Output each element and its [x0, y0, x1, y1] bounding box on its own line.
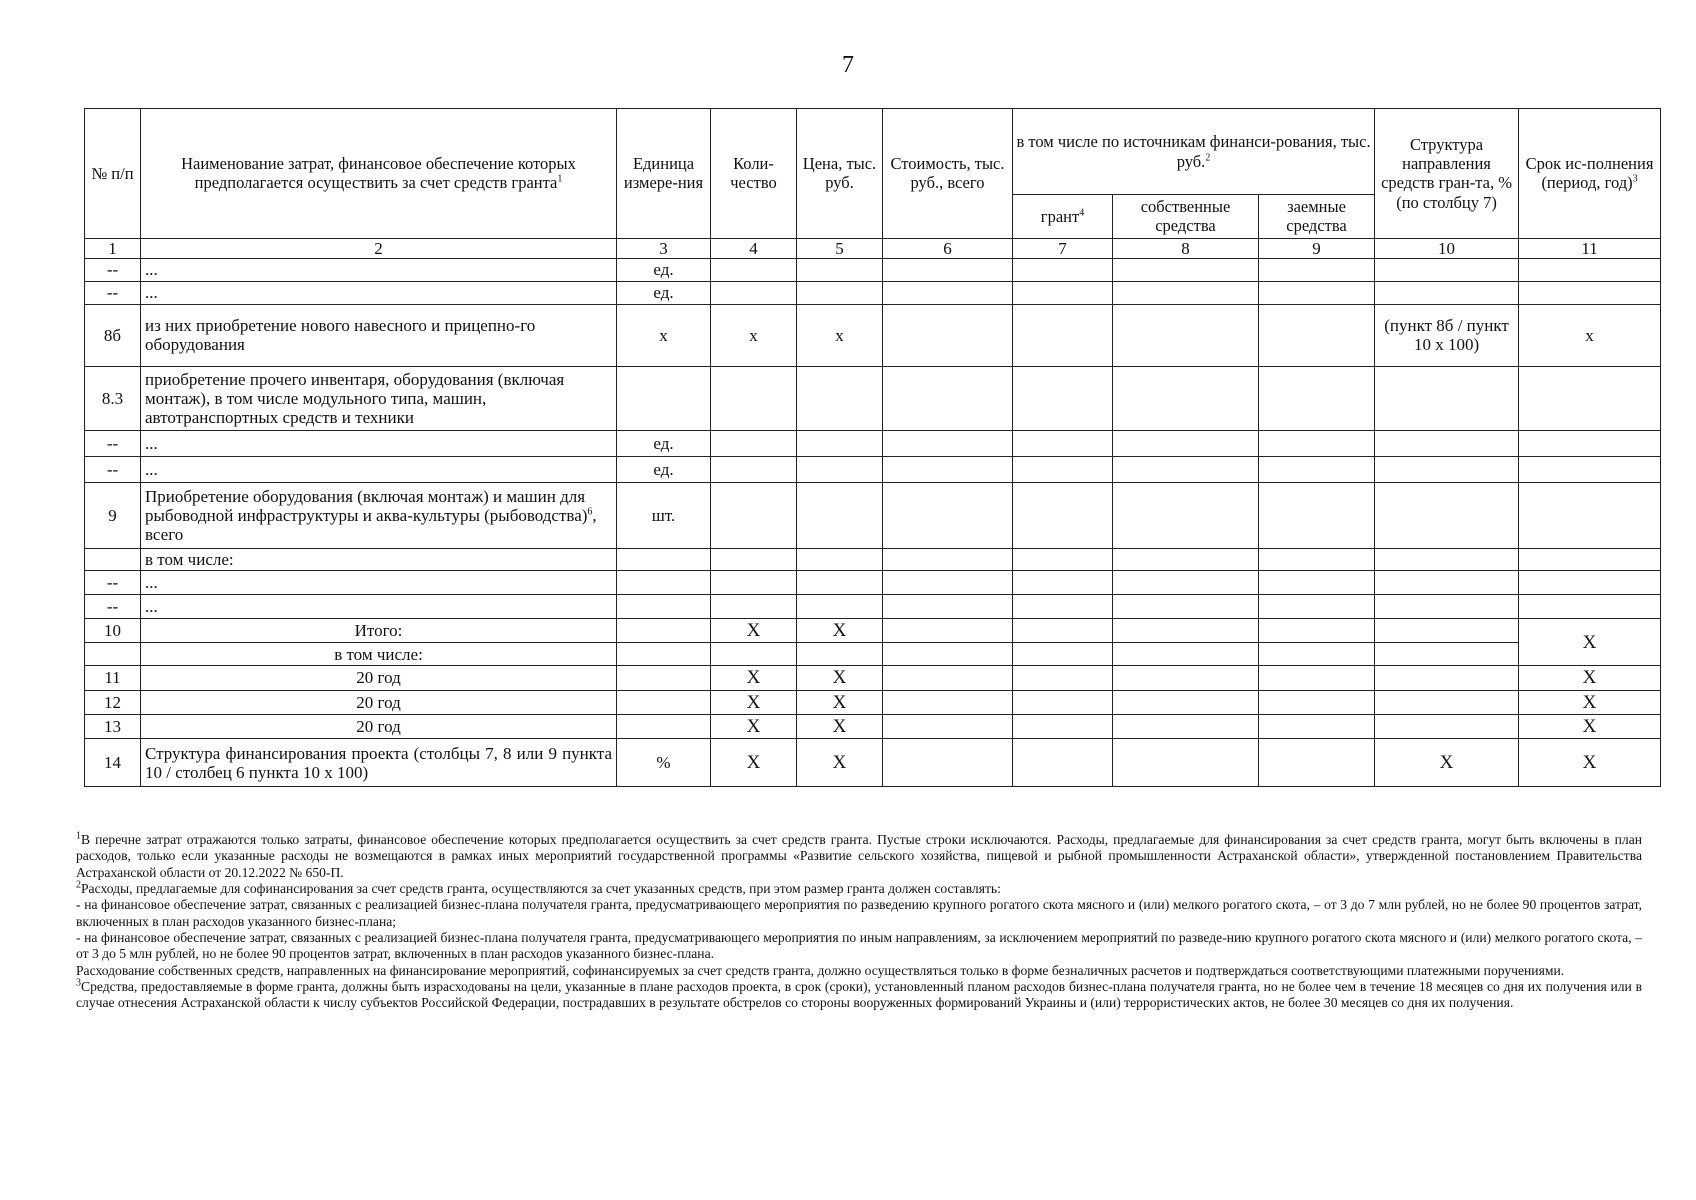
- row-qty: х: [711, 304, 797, 366]
- table-row: [85, 690, 1661, 714]
- row-no: --: [85, 456, 141, 482]
- col-number: 5: [797, 238, 883, 258]
- page-number: 7: [842, 52, 854, 78]
- header-borrowed-funds: заемные средства: [1259, 195, 1375, 239]
- footnote-1: $^1$В перечне затрат отражаются только затраты, финансовое обеспечение которых предполагается осуществить за счет средств гранта. Пустые строки исключаются. Расходы, предлагаемые для финансирования за счет средств гранта, могут быть включены в план расходов, только если указанные расходы не возмещаются в рамках иных мероприятий государственной программы «Развитие сельского хозяйства, пищевой и рыбной промышленности Астраханской области», утвержденной постановлением Правительства Астраханской области от 20.12.2022 № 650-П.: [76, 830, 1642, 880]
- footnote-2-note: Расходование собственных средств, направленных на финансирование мероприятий, софинансируемых за счет средств гранта, должно осуществляться только в форме безналичных расчетов и подтверждаться соответствующими платежными поручениями.: [76, 962, 1565, 978]
- row-unit: ед.: [617, 456, 711, 482]
- row-unit: %: [617, 739, 711, 787]
- footnote-2: $^2$Расходы, предлагаемые для софинансирования за счет средств гранта, осуществляются за счет указанных средств, при этом размер гранта должен составлять:: [76, 879, 1001, 896]
- header-term: Срок ис-полнения (период, год)$^3$: [1519, 109, 1661, 239]
- col-number: 10: [1375, 238, 1519, 258]
- header-grant: грант$^4$: [1013, 195, 1113, 239]
- row-name: ...: [141, 571, 617, 595]
- table-row: [85, 571, 1661, 595]
- col-number: 6: [883, 238, 1013, 258]
- row-name: 20 год: [141, 690, 617, 714]
- col-number: 2: [141, 238, 617, 258]
- table-row: [85, 366, 1661, 430]
- col-number: 1: [85, 238, 141, 258]
- col-number: 9: [1259, 238, 1375, 258]
- row-term: Х: [1519, 666, 1661, 690]
- row-qty: Х: [711, 619, 797, 643]
- col-number: 7: [1013, 238, 1113, 258]
- row-term: Х: [1519, 619, 1661, 666]
- header-price: Цена, тыс. руб.: [797, 109, 883, 239]
- row-name: ...: [141, 281, 617, 304]
- row-price: х: [797, 304, 883, 366]
- table-row: [85, 595, 1661, 619]
- grant-expense-table: [84, 108, 1661, 787]
- row-no: 9: [85, 482, 141, 548]
- footnote-2-item-a: - на финансовое обеспечение затрат, связанных с реализацией бизнес-плана получателя гранта, предусматривающего мероприятия по разведению крупного рогатого скота мясного и (или) мелкого рогатого скота, – от 3 до 7 млн рублей, но не более 90 процентов затрат, включенных в план расходов указанного бизнес-плана;: [76, 897, 1642, 929]
- row-name: приобретение прочего инвентаря, оборудования (включая монтаж), в том числе модульного типа, машин, автотранспортных средств и техники: [141, 366, 617, 430]
- footnote-3: $^3$Средства, предоставляемые в форме гранта, должны быть израсходованы на цели, указанные в плане расходов проекта, в срок (сроки), установленный планом расходов бизнес-плана получателя гранта, но не более чем в течение 18 месяцев со дня их получения или в случае отнесения Астраханской области к числу субъектов Российской Федерации, пострадавших в результате обстрелов со стороны вооруженных формирований Украины и (или) террористических актов, не более 30 месяцев со дня их получения.: [76, 977, 1642, 1011]
- row-name: в том числе:: [141, 548, 617, 570]
- column-number-row: [85, 238, 1661, 258]
- row-unit: х: [617, 304, 711, 366]
- header-structure: Структура направления средств гран-та, % (по столбцу 7): [1375, 109, 1519, 239]
- table-row: [85, 304, 1661, 366]
- row-no: --: [85, 258, 141, 281]
- row-qty: Х: [711, 690, 797, 714]
- header-no: № п/п: [85, 109, 141, 239]
- row-name: 20 год: [141, 666, 617, 690]
- row-name: Итого:: [141, 619, 617, 643]
- row-term: Х: [1519, 690, 1661, 714]
- row-unit: ед.: [617, 430, 711, 456]
- row-no: --: [85, 571, 141, 595]
- row-no: 11: [85, 666, 141, 690]
- row-name: ...: [141, 430, 617, 456]
- header-own-funds: собственные средства: [1113, 195, 1259, 239]
- table-row: [85, 258, 1661, 281]
- row-price: Х: [797, 690, 883, 714]
- table-row: [85, 714, 1661, 738]
- table-row: [85, 548, 1661, 570]
- row-no: 14: [85, 739, 141, 787]
- row-name: в том числе:: [141, 643, 617, 666]
- row-qty: Х: [711, 666, 797, 690]
- row-price: Х: [797, 714, 883, 738]
- table-row: [85, 739, 1661, 787]
- row-name: Приобретение оборудования (включая монтаж) и машин для рыбоводной инфраструктуры и аква-культуры (рыбоводства)$^6$, всего: [141, 482, 617, 548]
- table-row: [85, 619, 1661, 643]
- table-row: [85, 666, 1661, 690]
- row-term: Х: [1519, 714, 1661, 738]
- col-number: 11: [1519, 238, 1661, 258]
- row-name: 20 год: [141, 714, 617, 738]
- row-no: 8.3: [85, 366, 141, 430]
- footnote-2-item-b: - на финансовое обеспечение затрат, связанных с реализацией бизнес-плана получателя гранта, предусматривающего мероприятия по иным направлениям, за исключением мероприятий по разведе-нию крупного рогатого скота мясного и (или) мелкого рогатого скота, – от 3 до 5 млн рублей, но не более 90 процентов затрат, включенных в план расходов указанного бизнес-плана.: [76, 929, 1642, 962]
- row-price: Х: [797, 666, 883, 690]
- row-no: --: [85, 595, 141, 619]
- row-no: 13: [85, 714, 141, 738]
- row-name: ...: [141, 258, 617, 281]
- footnotes: [76, 832, 1642, 1011]
- row-unit: шт.: [617, 482, 711, 548]
- col-number: 3: [617, 238, 711, 258]
- row-term: Х: [1519, 739, 1661, 787]
- table-row: [85, 456, 1661, 482]
- header-sources: в том числе по источникам финанси-рования, тыс. руб.$^2$: [1013, 109, 1375, 195]
- row-unit: ед.: [617, 258, 711, 281]
- row-term: х: [1519, 304, 1661, 366]
- header-qty: Коли-чество: [711, 109, 797, 239]
- row-unit: ед.: [617, 281, 711, 304]
- row-name: из них приобретение нового навесного и прицепно-го оборудования: [141, 304, 617, 366]
- row-price: Х: [797, 619, 883, 643]
- row-no: 10: [85, 619, 141, 643]
- table-row: [85, 430, 1661, 456]
- col-number: 8: [1113, 238, 1259, 258]
- header-cost: Стоимость, тыс. руб., всего: [883, 109, 1013, 239]
- row-qty: Х: [711, 714, 797, 738]
- row-structure: (пункт 8б / пункт 10 х 100): [1375, 304, 1519, 366]
- row-structure: Х: [1375, 739, 1519, 787]
- row-name: ...: [141, 595, 617, 619]
- row-name: ...: [141, 456, 617, 482]
- table-row: [85, 281, 1661, 304]
- table-row: [85, 482, 1661, 548]
- row-no: 8б: [85, 304, 141, 366]
- row-name: Структура финансирования проекта (столбцы 7, 8 или 9 пункта 10 / столбец 6 пункта 10 х 100): [141, 739, 617, 787]
- header-unit: Единица измере-ния: [617, 109, 711, 239]
- header-name: Наименование затрат, финансовое обеспечение которых предполагается осуществить за счет средств гранта$^1$: [141, 109, 617, 239]
- row-qty: Х: [711, 739, 797, 787]
- row-no: 12: [85, 690, 141, 714]
- table-row: [85, 643, 1661, 666]
- row-no: --: [85, 281, 141, 304]
- row-no: --: [85, 430, 141, 456]
- row-price: Х: [797, 739, 883, 787]
- col-number: 4: [711, 238, 797, 258]
